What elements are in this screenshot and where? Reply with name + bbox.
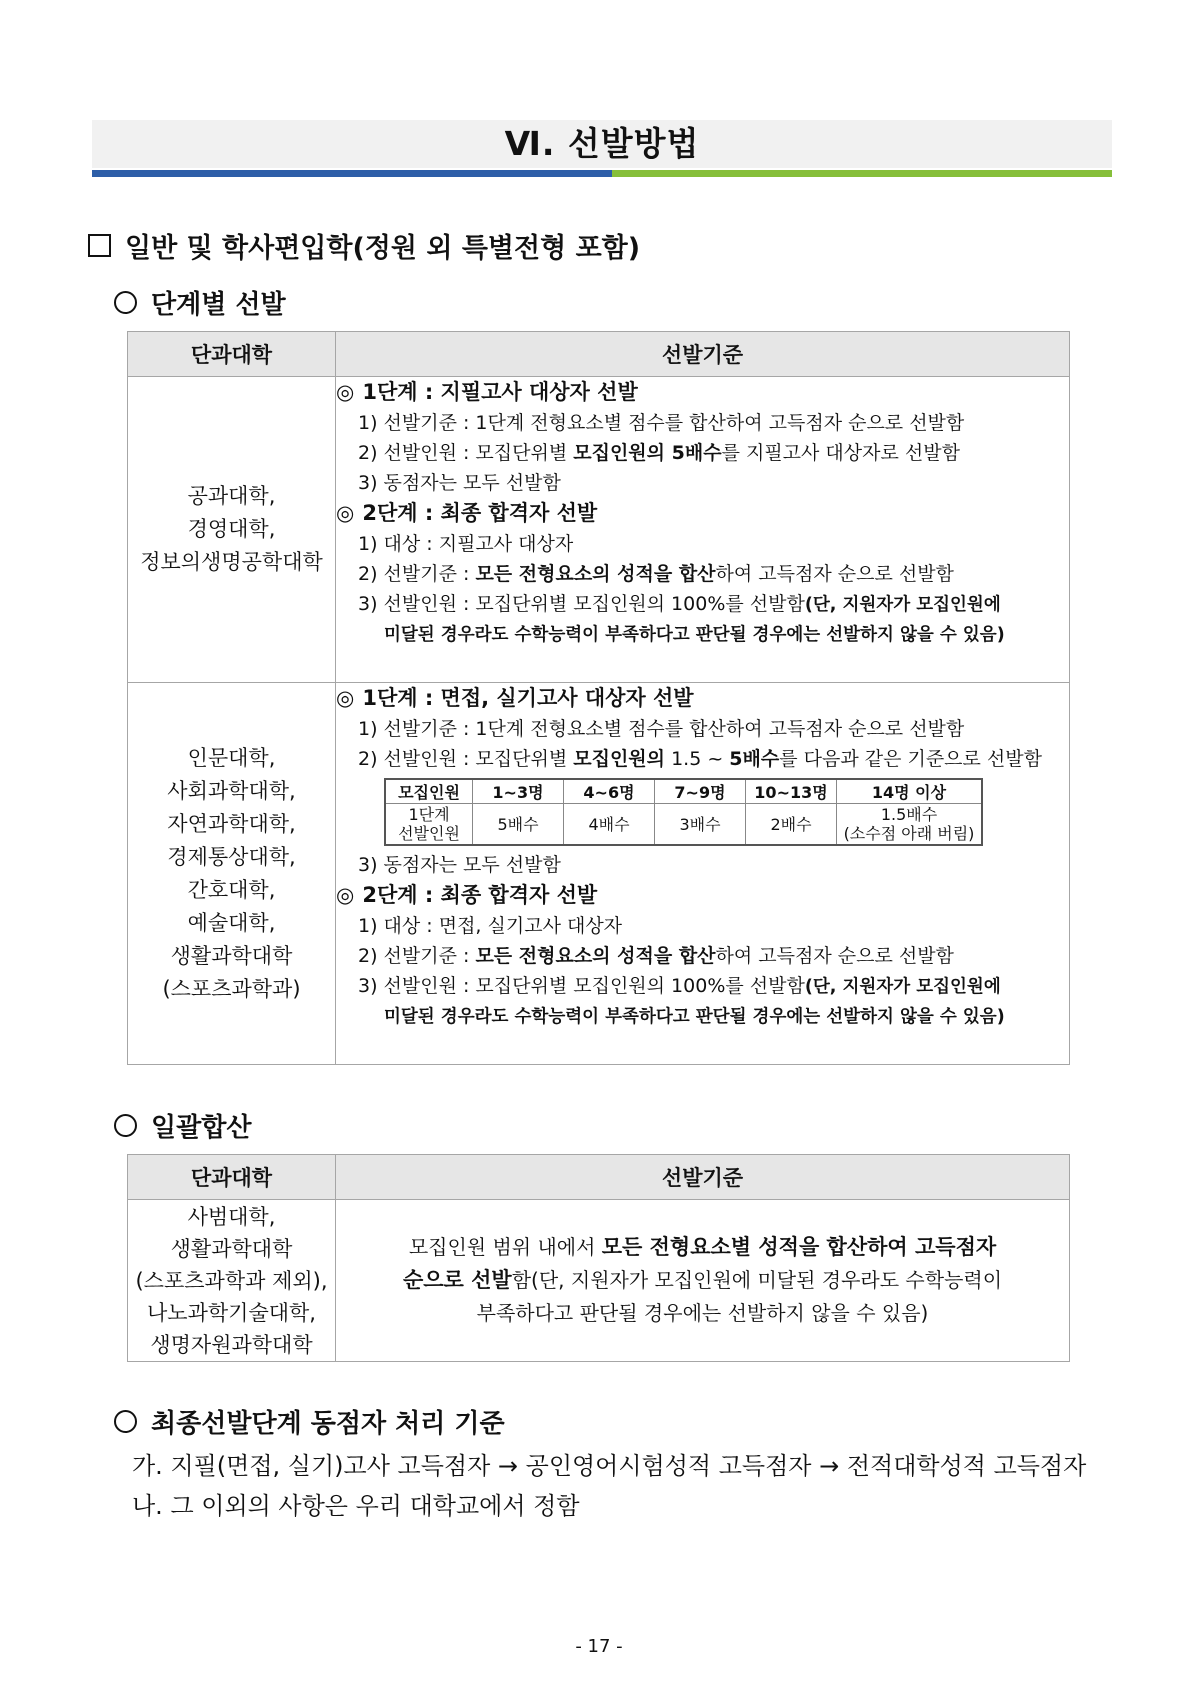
tie-rule-line: 나. 그 이외의 사항은 우리 대학교에서 정함 xyxy=(132,1492,580,1520)
table-row xyxy=(128,1200,1070,1362)
college-name: 생활과학대학 xyxy=(170,943,293,968)
ratio-value: 5배수 xyxy=(473,804,564,846)
stage-title: ◎ 1단계 : 면접, 실기고사 대상자 선발 xyxy=(336,686,694,710)
criteria-line: 3) 동점자는 모두 선발함 xyxy=(358,472,561,494)
criteria-line: 미달된 경우라도 수학능력이 부족하다고 판단될 경우에는 선발하지 않을 수 있음) xyxy=(384,625,1005,645)
header-criteria: 선발기준 xyxy=(336,332,1070,377)
criteria-line: 3) 선발인원 : 모집단위별 모집인원의 100%를 선발함(단, 지원자가 모집인원에 xyxy=(358,975,1001,997)
table-header-row xyxy=(128,332,1070,377)
circle-bullet-icon xyxy=(114,1114,137,1137)
ratio-header: 14명 이상 xyxy=(837,779,983,804)
college-name: 나노과학기술대학, xyxy=(147,1300,316,1325)
title-underline-green xyxy=(612,170,1112,177)
college-name: 경영대학, xyxy=(187,517,276,541)
table-row xyxy=(128,683,1070,1065)
circle-bullet-icon xyxy=(114,1410,137,1433)
title-band xyxy=(92,120,1112,168)
lump-sum-table xyxy=(127,1154,1070,1362)
college-name: 정보의생명공학대학 xyxy=(140,550,323,574)
staged-selection-table xyxy=(127,331,1070,1065)
circle-bullet-icon xyxy=(114,291,137,314)
college-cell xyxy=(128,683,336,1065)
criteria-line: 1) 선발기준 : 1단계 전형요소별 점수를 합산하여 고득점자 순으로 선발함 xyxy=(358,718,965,740)
criteria-line: 3) 동점자는 모두 선발함 xyxy=(358,854,561,876)
criteria-line: 1) 선발기준 : 1단계 전형요소별 점수를 합산하여 고득점자 순으로 선발함 xyxy=(358,412,965,434)
criteria-line: 2) 선발기준 : 모든 전형요소의 성적을 합산하여 고득점자 순으로 선발함 xyxy=(358,945,954,967)
header-college: 단과대학 xyxy=(128,332,336,377)
criteria-line: 2) 선발인원 : 모집단위별 모집인원의 1.5 ~ 5배수를 다음과 같은 기준으로 선발함 xyxy=(358,748,1042,770)
ratio-value: 1.5배수 (소수점 아래 버림) xyxy=(837,804,983,846)
ratio-value: 3배수 xyxy=(655,804,746,846)
table-header-row xyxy=(128,1155,1070,1200)
criteria-line: 모집인원 범위 내에서 모든 전형요소별 성적을 합산하여 고득점자 xyxy=(408,1235,997,1259)
college-name: 생활과학대학 xyxy=(170,1236,293,1261)
tie-rule-line: 가. 지필(면접, 실기)고사 고득점자 → 공인영어시험성적 고득점자 → 전적대학성적 고득점자 xyxy=(132,1452,1087,1480)
college-name: 공과대학, xyxy=(187,484,276,508)
stage-title: ◎ 2단계 : 최종 합격자 선발 xyxy=(336,501,598,525)
college-name: 사회과학대학, xyxy=(167,778,296,803)
ratio-value: 4배수 xyxy=(564,804,655,846)
page-number: - 17 - xyxy=(575,1636,623,1657)
subheading-staged xyxy=(114,284,286,321)
section-heading-text: 일반 및 학사편입학(정원 외 특별전형 포함) xyxy=(125,233,641,264)
stage-title: ◎ 2단계 : 최종 합격자 선발 xyxy=(336,883,598,907)
ratio-header-row xyxy=(385,779,982,804)
checkbox-square-icon xyxy=(88,234,111,257)
college-name: 경제통상대학, xyxy=(167,844,296,869)
subheading-lump-sum xyxy=(114,1107,251,1144)
subheading-text: 최종선발단계 동점자 처리 기준 xyxy=(151,1409,505,1439)
criteria-line: 3) 선발인원 : 모집단위별 모집인원의 100%를 선발함(단, 지원자가 모집인원에 xyxy=(358,593,1001,615)
criteria-line: 1) 대상 : 지필고사 대상자 xyxy=(358,533,574,555)
table-row xyxy=(128,377,1070,683)
subheading-tie-rule xyxy=(114,1403,505,1440)
ratio-header: 10~13명 xyxy=(746,779,837,804)
ratio-row-label: 1단계 선발인원 xyxy=(385,804,473,846)
college-name: 사범대학, xyxy=(187,1204,276,1229)
ratio-header: 7~9명 xyxy=(655,779,746,804)
college-name: (스포츠과학과) xyxy=(162,976,301,1001)
section-heading xyxy=(88,226,640,265)
criteria-line: 2) 선발기준 : 모든 전형요소의 성적을 합산하여 고득점자 순으로 선발함 xyxy=(358,563,954,585)
college-name: 자연과학대학, xyxy=(167,811,296,836)
college-name: 간호대학, xyxy=(187,877,276,902)
criteria-line: 순으로 선발함(단, 지원자가 모집인원에 미달된 경우라도 수학능력이 xyxy=(402,1268,1003,1292)
ratio-header: 1~3명 xyxy=(473,779,564,804)
criteria-cell xyxy=(336,1200,1070,1362)
criteria-line: 2) 선발인원 : 모집단위별 모집인원의 5배수를 지필고사 대상자로 선발함 xyxy=(358,442,960,464)
subheading-text: 단계별 선발 xyxy=(151,290,286,320)
ratio-table xyxy=(384,778,983,846)
criteria-cell xyxy=(336,683,1070,1065)
ratio-value: 2배수 xyxy=(746,804,837,846)
ratio-header: 모집인원 xyxy=(385,779,473,804)
criteria-cell xyxy=(336,377,1070,683)
criteria-line: 미달된 경우라도 수학능력이 부족하다고 판단될 경우에는 선발하지 않을 수 있음) xyxy=(384,1007,1005,1027)
title-underline-blue xyxy=(92,170,612,177)
college-name: (스포츠과학과 제외), xyxy=(135,1268,328,1293)
stage-title: ◎ 1단계 : 지필고사 대상자 선발 xyxy=(336,380,638,404)
criteria-line: 1) 대상 : 면접, 실기고사 대상자 xyxy=(358,915,623,937)
college-name: 생명자원과학대학 xyxy=(150,1332,313,1357)
ratio-value-row xyxy=(385,804,982,846)
college-name: 예술대학, xyxy=(187,910,276,935)
college-cell xyxy=(128,1200,336,1362)
college-name: 인문대학, xyxy=(187,745,276,770)
header-criteria: 선발기준 xyxy=(336,1155,1070,1200)
ratio-header: 4~6명 xyxy=(564,779,655,804)
header-college: 단과대학 xyxy=(128,1155,336,1200)
page-title: Ⅵ. 선발방법 xyxy=(504,124,700,163)
college-cell xyxy=(128,377,336,683)
subheading-text: 일괄합산 xyxy=(151,1113,252,1143)
criteria-line: 부족하다고 판단될 경우에는 선발하지 않을 수 있음) xyxy=(476,1301,929,1325)
